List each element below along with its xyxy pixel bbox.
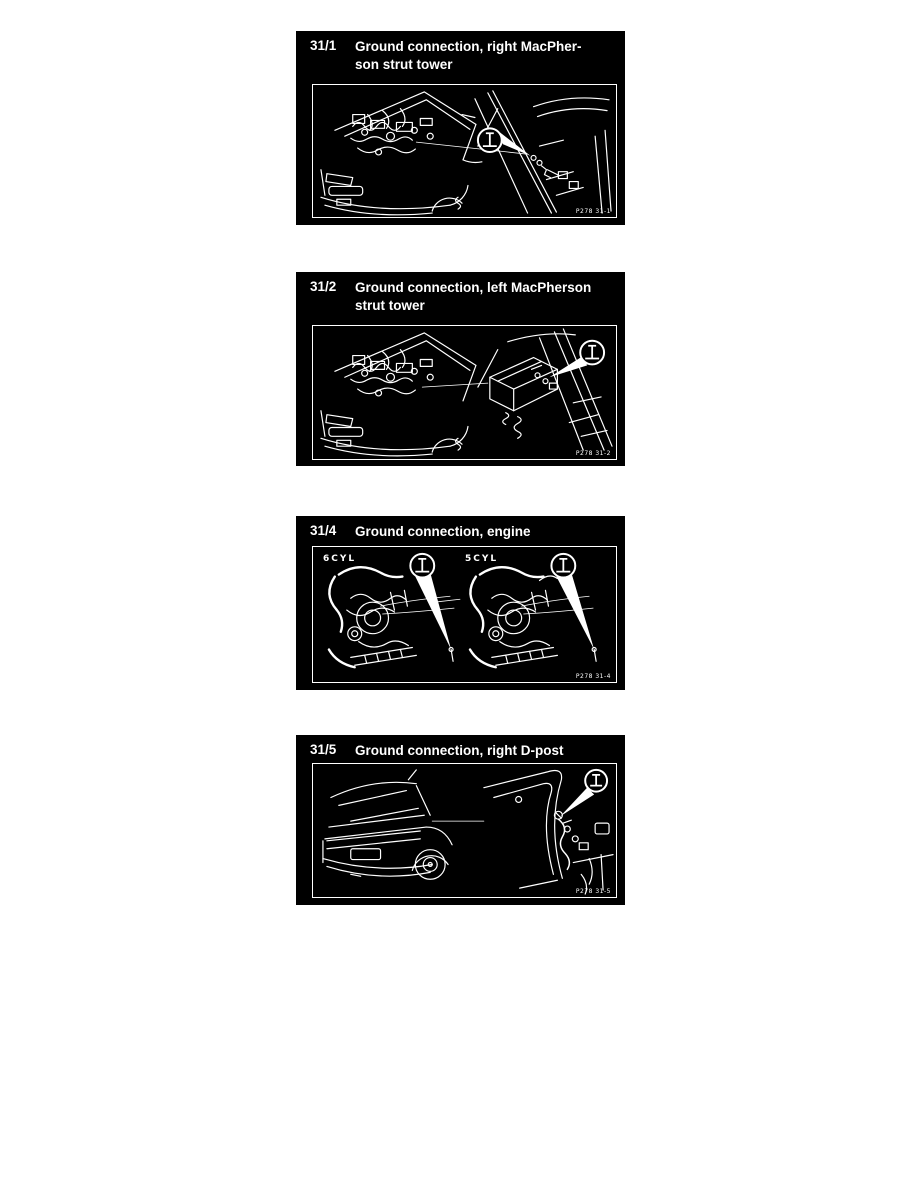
panel-title [355, 38, 582, 74]
panel-title [355, 279, 591, 315]
figure-left-strut-tower [312, 325, 617, 460]
ground-connection-panel-31-5 [296, 735, 625, 905]
engine-5cyl-illustration [470, 567, 596, 667]
pointer-wedge [500, 132, 531, 156]
panel-title-line-1: Ground connection, right D-post [355, 743, 564, 758]
figure-right-strut-tower [312, 84, 617, 218]
figure-illustration [313, 85, 616, 217]
strut-tower-detail-illustration [462, 91, 611, 213]
ground-symbol-icon [580, 341, 604, 365]
panel-title-line-1: Ground connection, engine [355, 524, 531, 539]
car-front-illustration [321, 92, 498, 215]
panel-title-line-2: son strut tower [355, 57, 453, 72]
ground-symbol-icon [478, 128, 502, 152]
panel-title [355, 742, 563, 760]
pointer-wedge [560, 788, 594, 817]
panel-title-line-2: strut tower [355, 298, 425, 313]
ground-symbol-icon [585, 770, 607, 792]
panel-code: 31/5 [310, 742, 337, 757]
panel-title-line-1: Ground connection, right MacPher- [355, 39, 582, 54]
engine-variant-label-6cyl: 6CYL [323, 554, 357, 564]
figure-illustration [313, 326, 616, 459]
panel-title-line-1: Ground connection, left MacPherson [355, 280, 592, 295]
ground-symbol-icon [410, 554, 434, 578]
ground-connection-panel-31-2 [296, 272, 625, 466]
figure-illustration [313, 764, 616, 897]
figure-engine-grounds [312, 546, 617, 683]
ground-connection-panel-31-1 [296, 31, 625, 225]
car-rear-illustration [323, 770, 452, 879]
figure-right-d-post [312, 763, 617, 898]
panel-code: 31/2 [310, 279, 337, 294]
figure-reference-code: P278 31-4 [575, 673, 611, 680]
panel-code: 31/4 [310, 523, 337, 538]
ground-connection-panel-31-4 [296, 516, 625, 690]
car-front-illustration [321, 333, 498, 456]
ground-symbol-icon [551, 554, 575, 578]
panel-title [355, 523, 531, 541]
panel-code: 31/1 [310, 38, 337, 53]
figure-reference-code: P278 31-2 [575, 450, 611, 457]
figure-reference-code: P278 31-1 [575, 208, 611, 215]
engine-variant-label-5cyl: 5CYL [465, 554, 499, 564]
figure-reference-code: P278 31-5 [575, 888, 611, 895]
figure-illustration [313, 547, 616, 682]
